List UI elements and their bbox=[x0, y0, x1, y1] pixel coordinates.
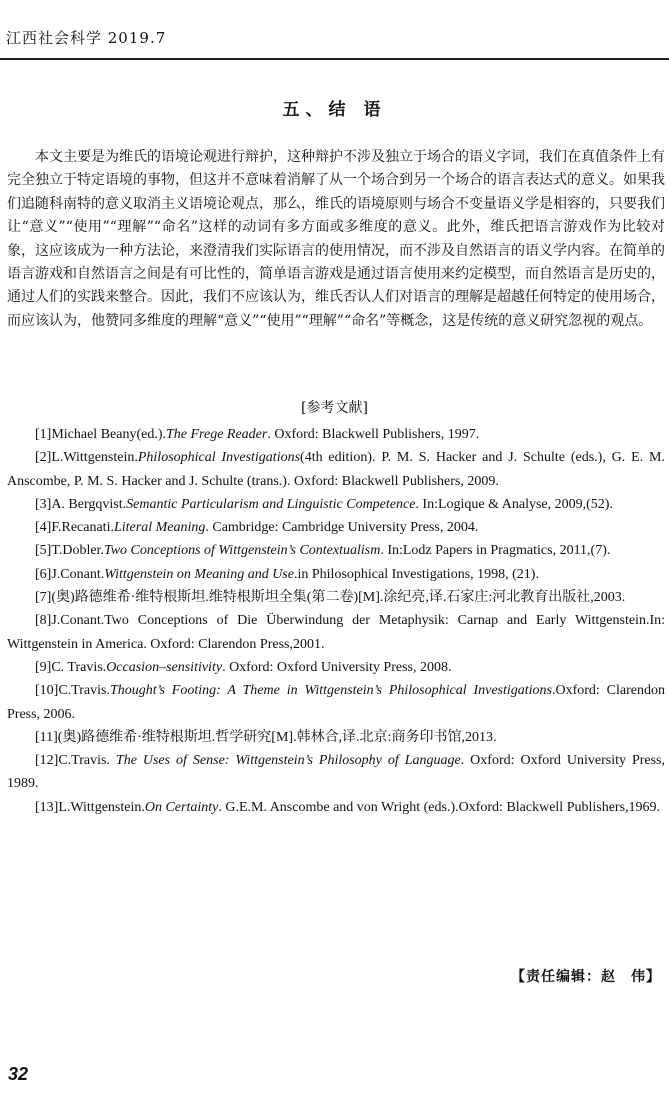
reference-item: [9]C. Travis.Occasion–sensitivity. Oxford: Oxford University Press, 2008. bbox=[35, 659, 452, 675]
reference-item: [11](奥)路德维希·维特根斯坦.哲学研究[M].韩林合,译.北京:商务印书馆,2013. bbox=[35, 729, 497, 745]
conclusion-paragraph: 本文主要是为维氏的语境论观进行辩护，这种辩护不涉及独立于场合的语义字词，我们在真值条件上有完全独立于特定语境的事物，但这并不意味着消解了从一个场合到另一个场合的语言表达式的意义。如果我们追随科南特的意义取消主义语境论观点，那么，维氏的语境原则与场合不变量语义学是相容的，只要我们让“意义”“使用”“理解”“命名”这样的动词有多方面或多维度的意义。此外，维氏把语言游戏作为比较对象，这应该成为一种方法论，来澄清我们实际语言的使用情况，而不涉及自然语言的语义学内容。在简单的语言游戏和自然语言之间是有可比性的，简单语言游戏是通过语言使用来约定模型，而自然语言是历史的，通过人们的实践来整合。因此，我们不应该认为，维氏否认人们对语言的理解是超越任何特定的使用场合，而应该认为，他赞同多维度的理解“意义”“使用”“理解”“命名”等概念，这是传统的意义研究忽视的观点。 bbox=[7, 149, 665, 329]
reference-item: [4]F.Recanati.Literal Meaning. Cambridge: Cambridge University Press, 2004. bbox=[35, 520, 479, 536]
reference-list bbox=[7, 423, 665, 819]
journal-name: 江西社会科学 2019.7 bbox=[6, 29, 167, 47]
running-header bbox=[0, 20, 669, 60]
section-title: 五、结 语 bbox=[282, 100, 387, 120]
page-number: 32 bbox=[8, 1064, 29, 1084]
reference-item: [6]J.Conant.Wittgenstein on Meaning and Use.in Philosophical Investigations, 1998, (21). bbox=[35, 566, 539, 582]
reference-item: [8]J.Conant.Two Conceptions of Die Überwindung der Metaphysik: Carnap and Early Wittgenstein.In: Wittgenstein in America. Oxford: Clarendon Press,2001. bbox=[7, 613, 665, 652]
reference-item: [10]C.Travis.Thought’s Footing: A Theme in Wittgenstein’s Philosophical Investigations.Oxford: Clarendon Press, 2006. bbox=[7, 683, 665, 722]
references-heading: [参考文献] bbox=[301, 400, 368, 416]
reference-item: [2]L.Wittgenstein.Philosophical Investigations(4th edition). P. M. S. Hacker and J. Schulte (eds.), G. E. M. Anscombe, P. M. S. Hacker and J. Schulte (trans.). Oxford: Blackwell Publishers, 2009. bbox=[7, 450, 665, 489]
reference-item: [13]L.Wittgenstein.On Certainty. G.E.M. Anscombe and von Wright (eds.).Oxford: Blackwell Publishers,1969. bbox=[35, 799, 661, 815]
reference-item: [1]Michael Beany(ed.).The Frege Reader. Oxford: Blackwell Publishers, 1997. bbox=[35, 427, 480, 442]
responsible-editor: 【责任编辑：赵 伟】 bbox=[511, 969, 661, 985]
reference-item: [7](奥)路德维希·维特根斯坦.维特根斯坦全集(第二卷)[M].涂纪亮,译.石家庄:河北教育出版社,2003. bbox=[35, 590, 626, 606]
reference-item: [3]A. Bergqvist.Semantic Particularism and Linguistic Competence. In:Logique & Analyse, 2009,(52). bbox=[35, 496, 613, 512]
reference-item: [12]C.Travis. The Uses of Sense: Wittgenstein’s Philosophy of Language. Oxford: Oxford University Press, 1989. bbox=[7, 753, 665, 792]
reference-item: [5]T.Dobler.Two Conceptions of Wittgenstein’s Contextualism. In:Lodz Papers in Pragmatics, 2011,(7). bbox=[35, 543, 611, 559]
